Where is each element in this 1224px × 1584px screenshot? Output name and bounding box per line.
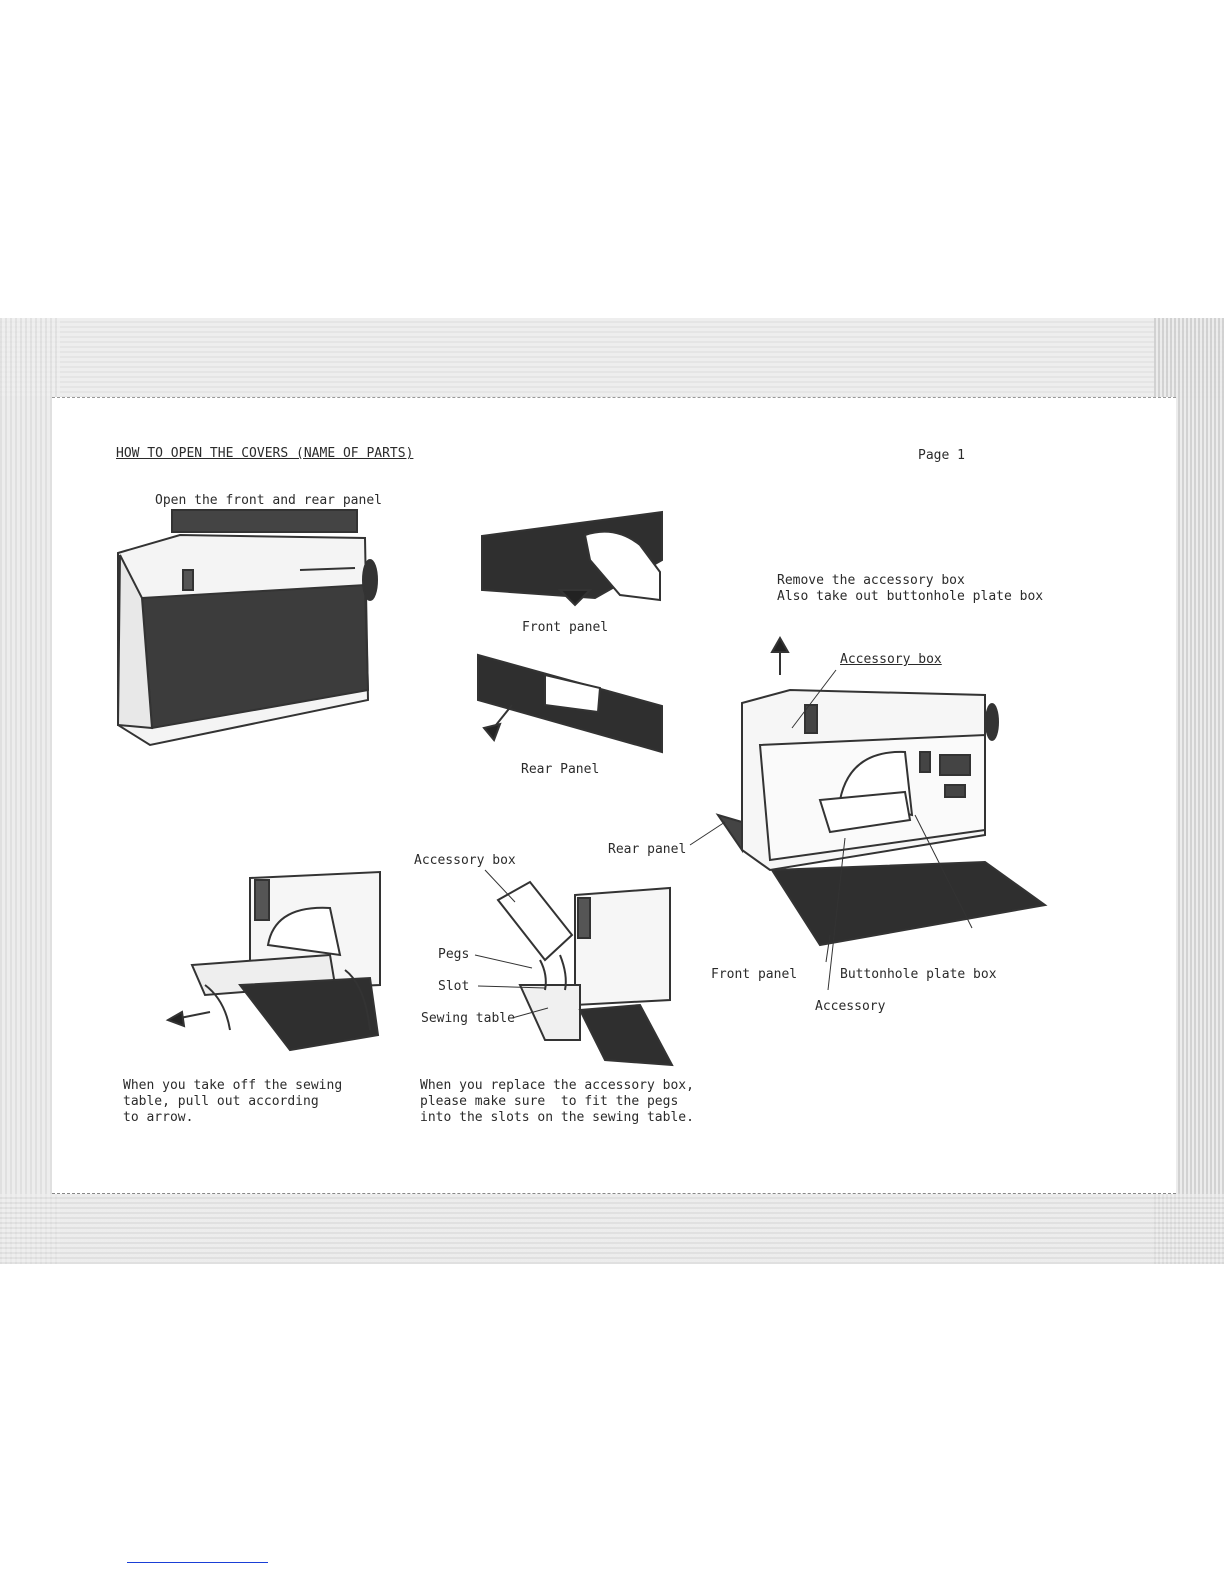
page-number: Page 1 [918, 448, 965, 463]
illustration-front-panel [482, 512, 662, 605]
page-title: HOW TO OPEN THE COVERS (NAME OF PARTS) [116, 446, 414, 461]
illustration-replace-box [498, 882, 672, 1065]
label-pegs: Pegs [438, 947, 470, 962]
label-accessory: Accessory [815, 999, 886, 1014]
instruction-replace-box-line2: please make sure to fit the pegs [420, 1094, 679, 1109]
label-slot: Slot [438, 979, 470, 994]
caption-open-panels: Open the front and rear panel [155, 493, 382, 508]
label-buttonhole-plate-box: Buttonhole plate box [840, 967, 997, 982]
label-accessory-box-replace: Accessory box [414, 853, 516, 868]
label-front-panel-detail: Front panel [522, 620, 609, 635]
illustration-open-machine [718, 638, 1045, 945]
instruction-remove-table-line3: to arrow. [123, 1110, 194, 1125]
illustration-rear-panel [478, 655, 662, 752]
instruction-replace-box-line3: into the slots on the sewing table. [420, 1110, 694, 1125]
illustration-closed-machine [118, 510, 377, 745]
label-sewing-table: Sewing table [421, 1011, 515, 1026]
instruction-remove-table-line1: When you take off the sewing [123, 1078, 343, 1093]
instruction-remove-table-line2: table, pull out according [123, 1094, 319, 1109]
label-rear-panel-main: Rear panel [608, 842, 687, 857]
handle-shape [172, 510, 357, 532]
label-front-panel-main: Front panel [711, 967, 798, 982]
instruction-replace-box-line1: When you replace the accessory box, [420, 1078, 694, 1093]
illustration-remove-table [168, 872, 380, 1050]
instruction-remove-box: Remove the accessory box [777, 573, 965, 588]
instruction-remove-buttonhole: Also take out buttonhole plate box [777, 589, 1044, 604]
label-accessory-box-main: Accessory box [840, 652, 942, 667]
hyperlink-underline[interactable] [127, 1562, 268, 1563]
label-rear-panel-detail: Rear Panel [521, 762, 600, 777]
